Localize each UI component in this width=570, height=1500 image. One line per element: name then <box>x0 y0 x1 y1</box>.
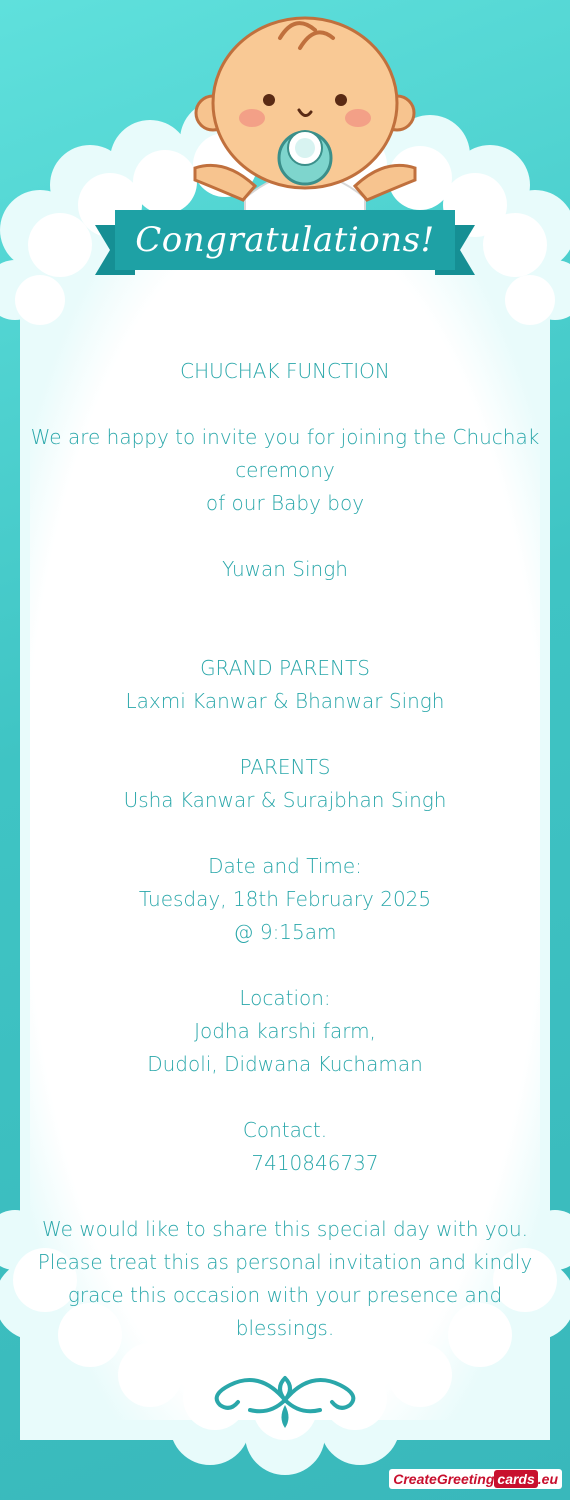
location-line-1: Jodha karshi farm, <box>194 1019 376 1043</box>
event-time: @ 9:15am <box>233 920 337 944</box>
contact-number: 7410846737 <box>251 1151 379 1175</box>
contact-label: Contact. <box>242 1118 328 1142</box>
invite-line-1: We are happy to invite you for joining the Chuchak <box>30 425 540 449</box>
location-line-2: Dudoli, Didwana Kuchaman <box>147 1052 423 1076</box>
logo-brand: CreateGreeting <box>393 1471 495 1487</box>
parents-label: PARENTS <box>239 755 331 779</box>
grand-parents-label: GRAND PARENTS <box>200 656 370 680</box>
function-heading: CHUCHAK FUNCTION <box>180 359 390 383</box>
invitation-text <box>0 322 570 1345</box>
invite-line-3: of our Baby boy <box>205 491 365 515</box>
event-date: Tuesday, 18th February 2025 <box>138 887 432 911</box>
closing-line-3: grace this occasion with your presence and <box>67 1283 503 1307</box>
swirl-ornament-icon <box>200 1360 370 1430</box>
date-label: Date and Time: <box>208 854 362 878</box>
parents-names: Usha Kanwar & Surajbhan Singh <box>123 788 447 812</box>
baby-name: Yuwan Singh <box>222 557 348 581</box>
invite-line-2: ceremony <box>235 458 335 482</box>
congratulations-title: Congratulations! <box>135 220 435 260</box>
location-label: Location: <box>239 986 331 1010</box>
closing-line-4: blessings. <box>235 1316 335 1340</box>
closing-line-2: Please treat this as personal invitation and kindly <box>37 1250 533 1274</box>
logo-cards: cards <box>494 1470 537 1488</box>
closing-line-1: We would like to share this special day with you. <box>41 1217 529 1241</box>
grand-parents-names: Laxmi Kanwar & Bhanwar Singh <box>125 689 445 713</box>
baby-with-pacifier-icon <box>185 8 425 218</box>
logo-tld: .eu <box>537 1471 558 1487</box>
createGreetingcards-logo[interactable] <box>389 1464 562 1494</box>
